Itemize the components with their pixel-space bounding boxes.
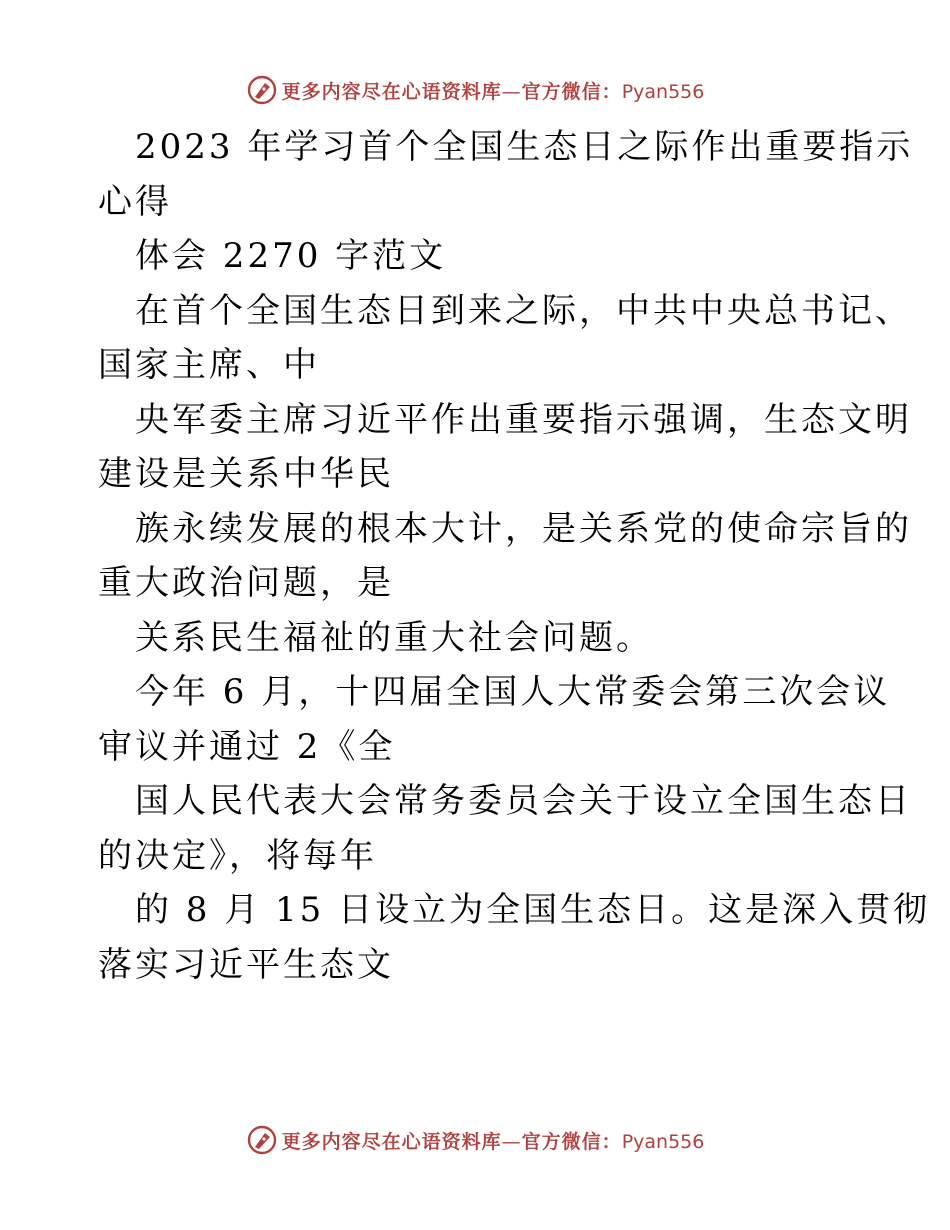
text-line: 审议并通过 2《全 bbox=[98, 726, 396, 767]
footer-watermark bbox=[0, 1120, 950, 1160]
pen-nib-logo-icon bbox=[246, 1124, 278, 1156]
text-line: 2023 年学习首个全国生态日之际作出重要指示 bbox=[135, 127, 914, 167]
text-line: 心得 bbox=[98, 181, 172, 222]
watermark-text bbox=[282, 1127, 705, 1154]
pen-nib-logo-icon bbox=[246, 74, 278, 106]
text-line: 重大政治问题，是 bbox=[98, 563, 394, 603]
watermark-brand: 更多内容尽在心语资料库 bbox=[281, 1130, 502, 1153]
watermark-text bbox=[282, 77, 705, 104]
text-line: 体会 2270 字范文 bbox=[135, 236, 447, 276]
watermark-wechat-id: Pyan556 bbox=[621, 1130, 705, 1153]
text-line: 的决定》，将每年 bbox=[98, 835, 377, 876]
watermark-wechat-label: 官方微信： bbox=[521, 80, 622, 103]
text-line: 今年 6 月，十四届全国人大常委会第三次会议 bbox=[135, 672, 891, 712]
watermark-separator: — bbox=[501, 1130, 522, 1153]
watermark-wechat-id: Pyan556 bbox=[621, 80, 705, 103]
document-body bbox=[98, 120, 931, 992]
text-line: 建设是关系中华民 bbox=[98, 454, 394, 494]
text-line: 国家主席、中 bbox=[98, 345, 320, 385]
header-watermark bbox=[0, 70, 950, 110]
text-line: 央军委主席习近平作出重要指示强调，生态文明 bbox=[135, 399, 912, 440]
text-line: 族永续发展的根本大计，是关系党的使命宗旨的 bbox=[135, 508, 912, 549]
watermark-wechat-label: 官方微信： bbox=[521, 1130, 622, 1153]
text-line: 落实习近平生态文 bbox=[98, 944, 394, 985]
text-line: 在首个全国生态日到来之际，中共中央总书记、 bbox=[135, 290, 912, 331]
text-line: 关系民生福祉的重大社会问题。 bbox=[135, 617, 653, 658]
watermark-separator: — bbox=[501, 80, 522, 103]
text-line: 国人民代表大会常务委员会关于设立全国生态日 bbox=[135, 781, 912, 821]
watermark-brand: 更多内容尽在心语资料库 bbox=[281, 80, 502, 103]
text-line: 的 8 月 15 日设立为全国生态日。这是深入贯彻 bbox=[135, 890, 931, 930]
